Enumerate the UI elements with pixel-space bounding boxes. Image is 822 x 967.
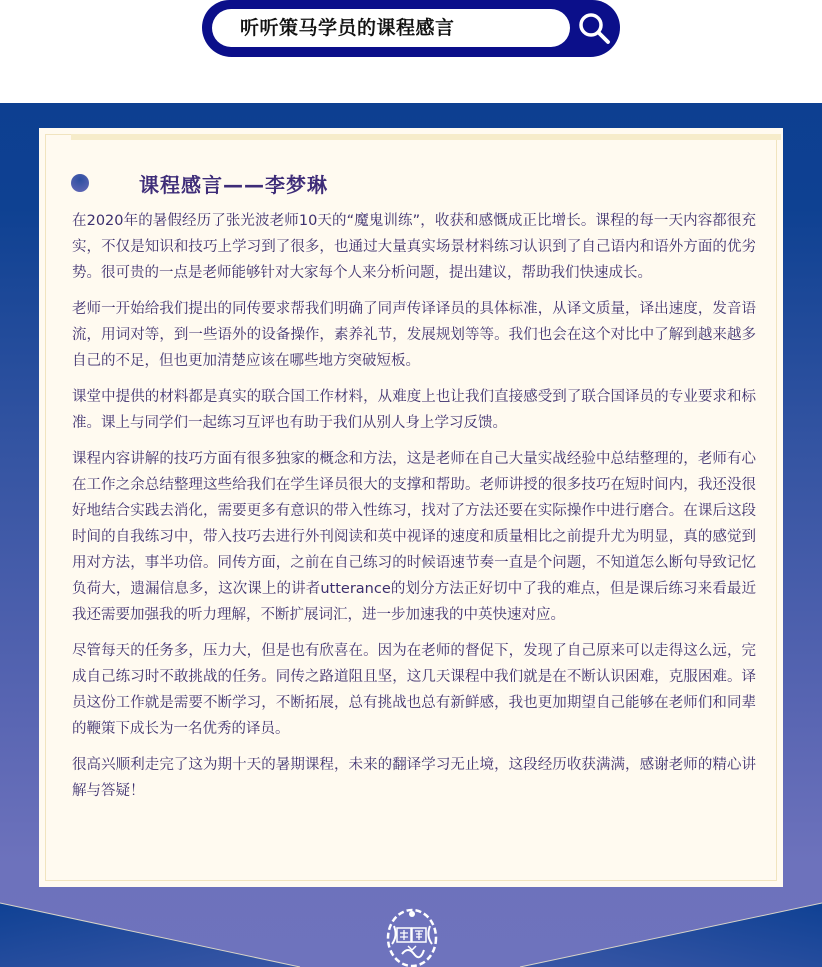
search-button[interactable]	[574, 8, 614, 48]
paragraph: 课堂中提供的材料都是真实的联合国工作材料，从难度上也让我们直接感受到了联合国译员的专业要求和标准。课上与同学们一起练习互评也有助于我们从别人身上学习反馈。	[72, 389, 756, 431]
card-top-stripe	[71, 134, 781, 140]
search-input[interactable]: 听听策马学员的课程感言	[212, 9, 570, 47]
paragraph: 老师一开始给我们提出的同传要求帮我们明确了同声传译译员的具体标准，从译文质量，译出速度，发音语流，用词对等，到一些语外的设备操作，素养礼节，发展规划等等。我们也会在这个对比中了解到越来越多自己的不足，但也更加清楚应该在哪些地方突破短板。	[72, 301, 756, 369]
testimonial-heading	[71, 170, 328, 196]
circle-bullet-icon	[71, 174, 89, 192]
paragraph: 尽管每天的任务多，压力大，但是也有欣喜在。因为在老师的督促下，发现了自己原来可以走得这么远，完成自己练习时不敢挑战的任务。同传之路道阻且坚，这几天课程中我们就是在不断认识困难，克服困难。译员这份工作就是需要不断学习，不断拓展，总有挑战也总有新鲜感，我也更加期望自己能够在老师们和同辈的鞭策下成长为一名优秀的译员。	[72, 643, 756, 737]
search-icon	[577, 11, 611, 45]
search-bar	[202, 0, 620, 57]
paragraph: 在2020年的暑假经历了张光波老师10天的“魔鬼训练”，收获和感慨成正比增长。课程的每一天内容都很充实，不仅是知识和技巧上学习到了很多，也通过大量真实场景材料练习认识到了自己语内和语外方面的优劣势。很可贵的一点是老师能够针对大家每个人来分析问题，提出建议，帮助我们快速成长。	[72, 213, 756, 281]
paragraph: 很高兴顺利走完了这为期十天的暑期课程，未来的翻译学习无止境，这段经历收获满满，感谢老师的精心讲解与答疑！	[72, 757, 756, 799]
testimonial-content	[72, 208, 756, 814]
testimonial-title: 课程感言——李梦琳	[139, 172, 328, 197]
testimonial-card	[39, 128, 783, 887]
paragraph: 课程内容讲解的技巧方面有很多独家的概念和方法，这是老师在自己大量实战经验中总结整理的，老师有心在工作之余总结整理这些给我们在学生译员很大的支撑和帮助。老师讲授的很多技巧在短时间内，我还没很好地结合实践去消化，需要更多有意识的带入性练习，找对了方法还要在实际操作中进行磨合。在课后这段时间的自我练习中，带入技巧去进行外刊阅读和英中视译的速度和质量相比之前提升尤为明显，真的感觉到用对方法，事半功倍。同传方面，之前在自己练习的时候语速节奏一直是个问题，不知道怎么断句导致记忆负荷大，遗漏信息多，这次课上的讲者utterance的划分方法正好切中了我的难点，但是课后练习来看最近我还需要加强我的听力理解，不断扩展词汇，进一步加速我的中英快速对应。	[72, 451, 756, 623]
seal-logo-icon	[386, 906, 438, 967]
